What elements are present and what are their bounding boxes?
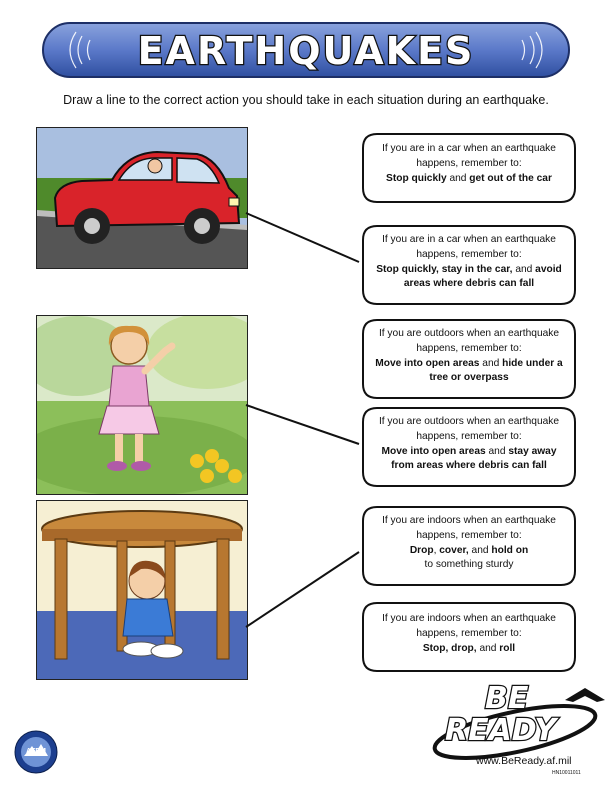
card-intro: If you are indoors when an earthquake	[382, 613, 556, 624]
card-action: Stop, drop,	[422, 642, 477, 654]
brand-ready: READY	[445, 713, 557, 748]
document-code: HN10011011	[552, 770, 581, 776]
card-action: Stop quickly, stay in the car,	[376, 263, 513, 275]
card-action: cover,	[439, 544, 469, 556]
answer-card-6[interactable]	[357, 597, 581, 677]
card-intro: If you are in a car when an earthquake	[382, 234, 556, 245]
card-action: Move into open areas	[381, 445, 486, 457]
card-intro: happens, remember to:	[416, 529, 522, 541]
line-outdoors	[246, 405, 359, 444]
title-banner	[42, 22, 570, 78]
card-action: areas where debris can fall	[403, 278, 535, 290]
card-action-connector: ,	[433, 544, 440, 556]
card-action: get out of the car	[469, 172, 552, 184]
card-intro: If you are outdoors when an earthquake	[378, 328, 560, 339]
be-ready-logo	[425, 680, 610, 760]
wings-icon	[565, 688, 605, 702]
card-intro: happens, remember to:	[416, 627, 522, 639]
card-action: stay away	[508, 445, 557, 457]
page-title: EARTHQUAKES	[137, 29, 475, 73]
card-action: hold on	[491, 544, 529, 556]
answer-card-2[interactable]	[357, 222, 581, 308]
line-indoors	[246, 552, 359, 627]
card-action-connector: and	[479, 357, 503, 369]
card-action: Drop	[409, 544, 434, 556]
card-action-connector: and	[468, 544, 492, 556]
answer-card-3[interactable]	[357, 316, 581, 402]
card-action: Move into open areas	[375, 357, 480, 369]
girl-outdoors-illustration	[36, 315, 248, 495]
card-action-connector: and	[446, 172, 470, 184]
card-action: hide under a	[502, 357, 563, 369]
card-action: Stop quickly	[386, 172, 447, 184]
card-intro: If you are indoors when an earthquake	[382, 515, 556, 526]
card-action-connector: and	[476, 642, 500, 654]
answer-card-1[interactable]	[357, 128, 581, 208]
card-action: tree or overpass	[429, 372, 509, 384]
line-car	[246, 213, 359, 262]
card-intro: If you are in a car when an earthquake	[382, 143, 556, 154]
answer-card-4[interactable]	[357, 404, 581, 490]
boy-under-table-illustration	[36, 500, 248, 680]
card-intro: happens, remember to:	[416, 157, 522, 169]
card-action-connector: and	[485, 445, 509, 457]
website-url[interactable]: www.BeReady.af.mil	[476, 755, 572, 767]
card-intro: happens, remember to:	[416, 248, 522, 260]
card-intro: If you are outdoors when an earthquake	[378, 416, 560, 427]
instructions: Draw a line to the correct action you should take in each situation during an earthquake.	[63, 93, 549, 107]
brand-be: BE	[485, 681, 529, 716]
card-action-plain: to something sturdy	[424, 559, 514, 571]
card-action: avoid	[535, 263, 562, 275]
card-action: roll	[499, 642, 516, 654]
card-intro: happens, remember to:	[416, 342, 522, 354]
card-intro: happens, remember to:	[416, 430, 522, 442]
car-illustration	[36, 127, 248, 269]
card-action-connector: and	[512, 263, 536, 275]
answer-card-5[interactable]	[357, 503, 581, 589]
afem-logo-text: AFEM	[26, 748, 46, 755]
card-action: from areas where debris can fall	[391, 460, 547, 472]
